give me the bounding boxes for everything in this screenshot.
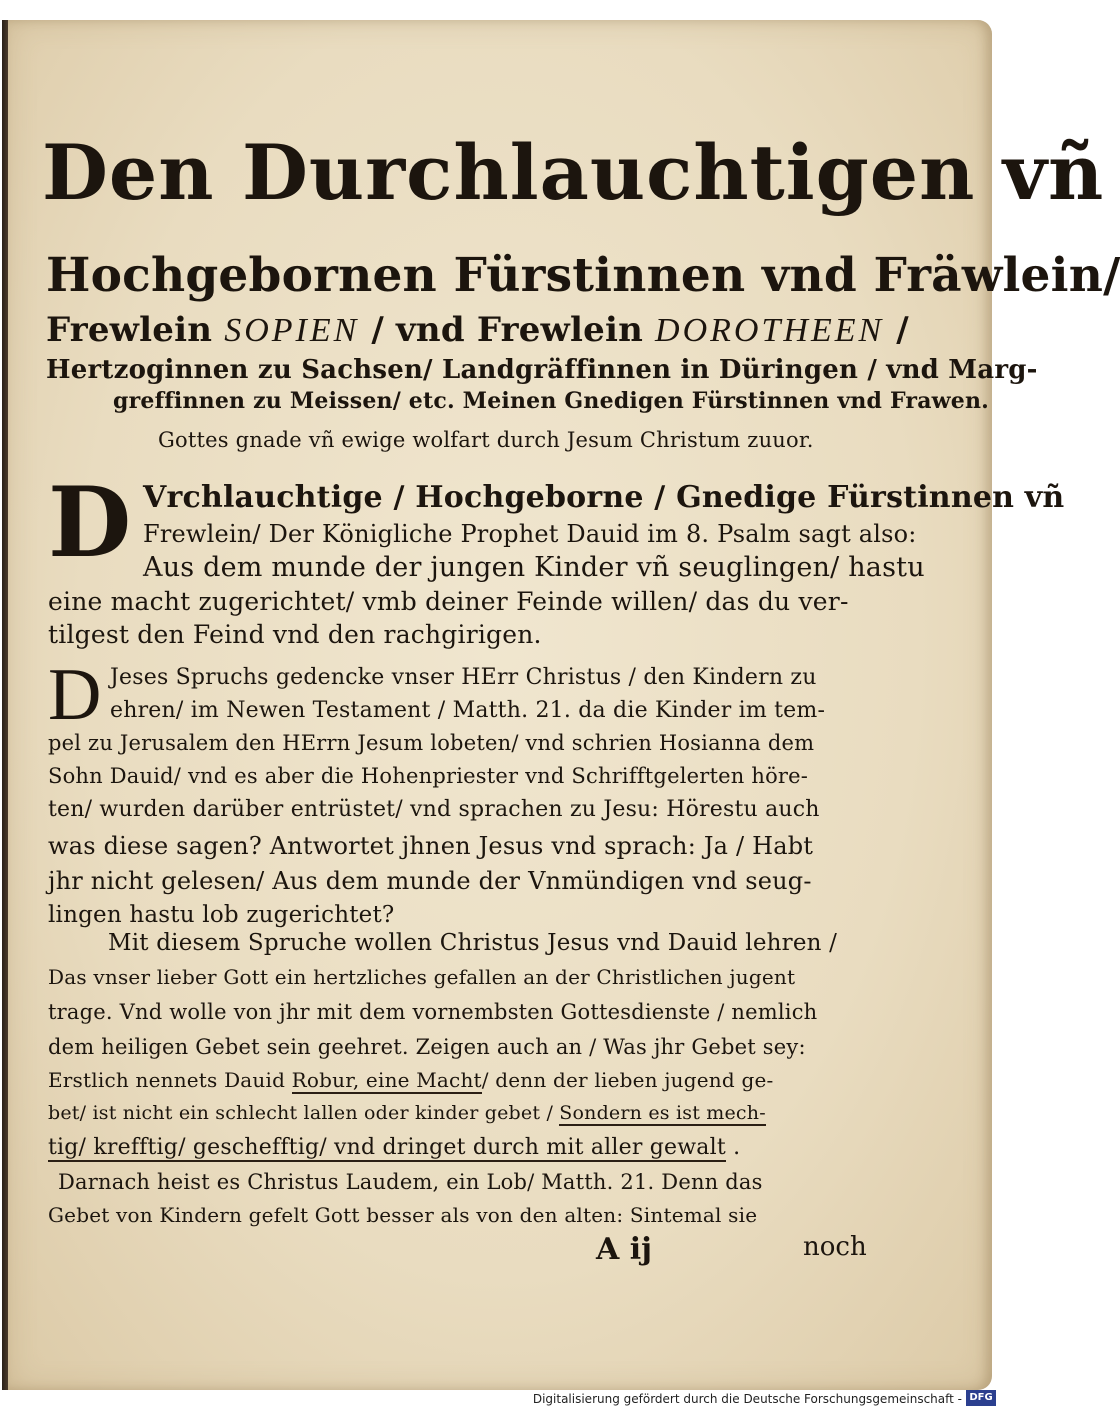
heading-line-1: Den Durchlauchtigen vñ [42,128,1105,217]
para2-line-3: pel zu Jerusalem den HErrn Jesum lobeten/ vnd schrien Hosianna dem [48,731,815,755]
dfg-logo: DFG [966,1390,996,1406]
para3-line-7-post: . [725,1135,741,1160]
para3-line-5-post: / denn der lieben jugend ge- [481,1068,774,1092]
heading-line-3-suffix: / [884,310,909,350]
para3-line-2: Das vnser lieber Gott ein hertzliches gefallen an der Christlichen jugent [48,965,796,989]
para3-line-5-pre: Erstlich nennets Dauid [48,1068,292,1092]
para2-line-1: Jeses Spruchs gedencke vnser HErr Christus / den Kindern zu [110,665,817,690]
para3-line-3: trage. Vnd wolle von jhr mit dem vornembsten Gottesdienste / nemlich [48,1000,818,1024]
para3-line-5 [48,1068,773,1092]
para1-line-2: Frewlein/ Der Königliche Prophet Dauid im 8. Psalm sagt also: [143,520,917,548]
para2-line-8: lingen hastu lob zugerichtet? [48,902,395,928]
underlined-phrase: Sondern es ist mech- [559,1102,766,1124]
catchword: noch [803,1232,867,1262]
para3-line-6-pre: bet/ ist nicht ein schlecht lallen oder kinder gebet / [48,1102,560,1124]
para1-line-4: eine macht zugerichtet/ vmb deiner Feinde willen/ das du ver- [48,587,849,616]
para3-line-6 [48,1102,766,1124]
para2-line-7: jhr nicht gelesen/ Aus dem munde der Vnmündigen vnd seug- [48,867,812,895]
underlined-phrase: tig/ krefftig/ geschefftig/ vnd dringet durch mit aller gewalt [48,1135,726,1160]
heading-line-5: greffinnen zu Meissen/ etc. Meinen Gnedigen Fürstinnen vnd Frawen. [113,388,990,414]
name-dorotheen: DOROTHEEN [655,312,885,349]
para3-line-9: Gebet von Kindern gefelt Gott besser als von den alten: Sintemal sie [48,1203,758,1227]
para3-line-4: dem heiligen Gebet sein geehret. Zeigen auch an / Was jhr Gebet sey: [48,1035,806,1059]
heading-line-4: Hertzoginnen zu Sachsen/ Landgräffinnen in Düringen / vnd Marg- [46,355,1038,385]
para3-line-8: Darnach heist es Christus Laudem, ein Lob/ Matth. 21. Denn das [58,1170,763,1194]
heading-line-3 [46,310,916,350]
para2-line-5: ten/ wurden darüber entrüstet/ vnd sprachen zu Jesu: Hörestu auch [48,797,820,822]
digitization-credit: Digitalisierung gefördert durch die Deutsche Forschungsgemeinschaft - [532,1392,962,1406]
para1-line-5: tilgest den Feind vnd den rachgirigen. [48,620,542,649]
para3-line-7 [48,1135,740,1160]
book-page [2,20,1120,1390]
para1-line-1: Vrchlauchtige / Hochgeborne / Gnedige Fürstinnen vñ [143,480,1065,515]
name-sophien: SOPIEN [224,312,360,349]
initial-letter: D [48,654,102,736]
para1-line-3: Aus dem munde der jungen Kinder vñ seuglingen/ hastu [143,552,925,583]
heading-line-2: Hochgebornen Fürstinnen vnd Fräwlein/ [46,248,1120,303]
greeting: Gottes gnade vñ ewige wolfart durch Jesum Christum zuuor. [158,428,814,452]
heading-line-3-mid: / vnd Frewlein [359,310,656,350]
para2-line-6: was diese sagen? Antwortet jhnen Jesus vnd sprach: Ja / Habt [48,832,814,860]
heading-line-3-prefix: Frewlein [46,310,225,350]
para3-line-1: Mit diesem Spruche wollen Christus Jesus vnd Dauid lehren / [108,930,838,956]
para2-line-2: ehren/ im Newen Testament / Matth. 21. da die Kinder im tem- [110,698,826,723]
signature-mark: A ij [596,1232,652,1267]
para2-line-4: Sohn Dauid/ vnd es aber die Hohenpriester vnd Schrifftgelerten höre- [48,764,809,788]
underlined-phrase: Robur, eine Macht [291,1068,482,1092]
ornamental-initial: D [48,466,132,579]
